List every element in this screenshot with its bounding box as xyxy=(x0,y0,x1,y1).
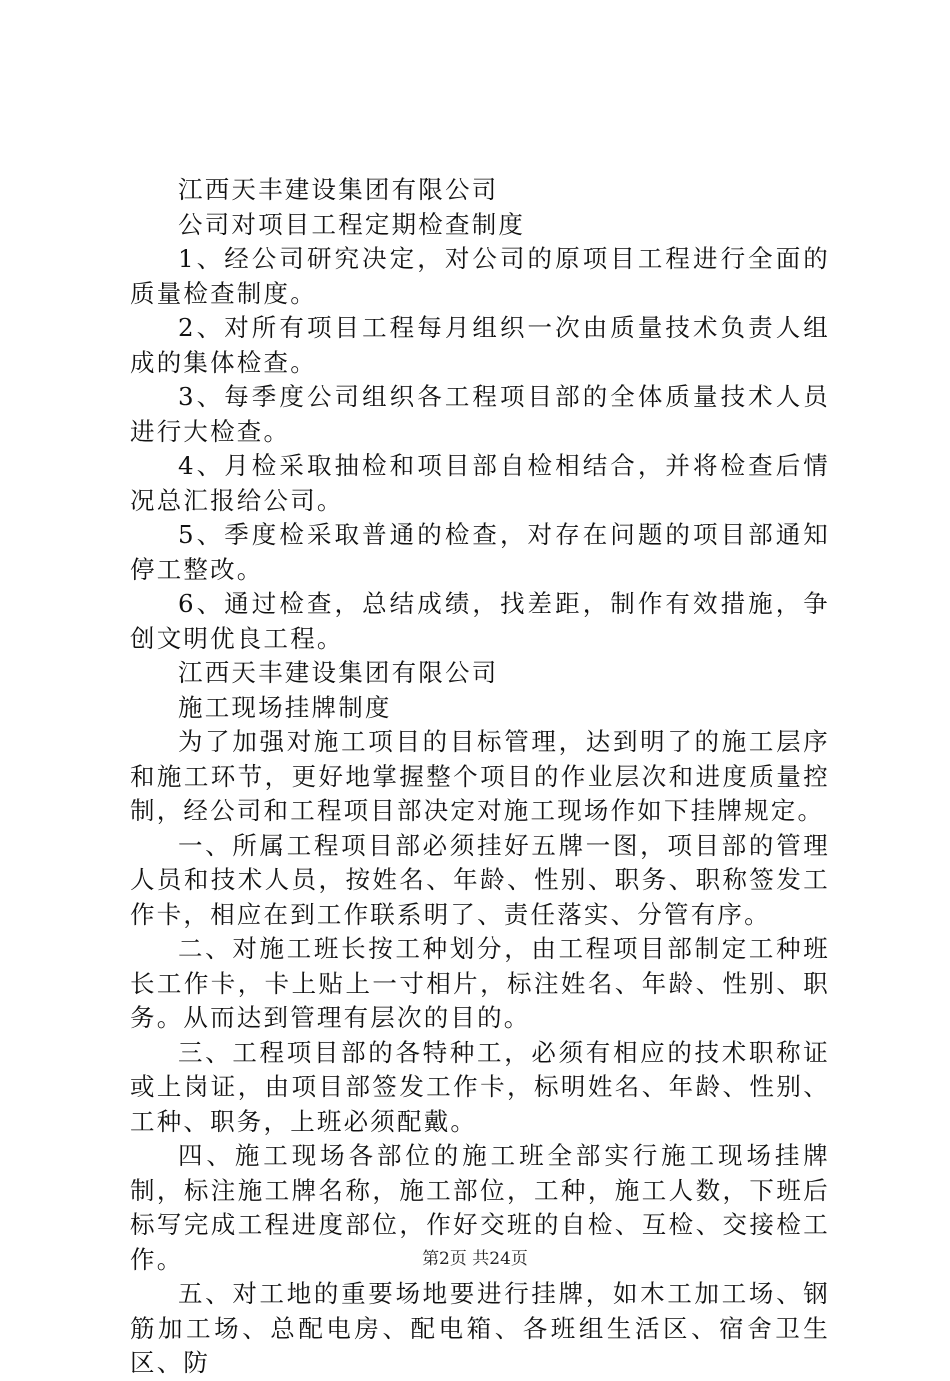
paragraph: 一、所属工程项目部必须挂好五牌一图，项目部的管理人员和技术人员，按姓名、年龄、性别、职务、职称签发工作卡，相应在到工作联系明了、责任落实、分管有序。 xyxy=(130,830,830,929)
paragraph: 四、施工现场各部位的施工班全部实行施工现场挂牌制，标注施工牌名称，施工部位，工种，施工人数，下班后标写完成工程进度部位，作好交班的自检、互检、交接检工作。 xyxy=(130,1141,830,1274)
company-name: 江西天丰建设集团有限公司 xyxy=(178,658,499,687)
section-title: 施工现场挂牌制度 xyxy=(178,692,392,722)
paragraph: 二、对施工班长按工种划分，由工程项目部制定工种班长工作卡，卡上贴上一寸相片，标注姓名、年龄、性别、职务。从而达到管理有层次的目的。 xyxy=(130,934,830,1032)
company-name: 江西天丰建设集团有限公司 xyxy=(178,175,499,204)
page-number: 第2页 共24页 xyxy=(422,1249,528,1269)
paragraph: 三、工程项目部的各特种工，必须有相应的技术职称证或上岗证，由项目部签发工作卡，标明姓名、年龄、性别、工种、职务，上班必须配戴。 xyxy=(130,1037,830,1136)
section-title: 公司对项目工程定期检查制度 xyxy=(178,209,526,239)
paragraph: 1、经公司研究决定，对公司的原项目工程进行全面的质量检查制度。 xyxy=(130,244,830,308)
document-body xyxy=(130,173,830,1381)
paragraph: 2、对所有项目工程每月组织一次由质量技术负责人组成的集体检查。 xyxy=(130,313,830,377)
paragraph: 为了加强对施工项目的目标管理，达到明了的施工层序和施工环节，更好地掌握整个项目的作业层次和进度质量控制，经公司和工程项目部决定对施工现场作如下挂牌规定。 xyxy=(130,727,830,825)
paragraph: 五、对工地的重要场地要进行挂牌，如木工加工场、钢筋加工场、总配电房、配电箱、各班组生活区、宿舍卫生区、防 xyxy=(130,1279,830,1377)
paragraph: 3、每季度公司组织各工程项目部的全体质量技术人员进行大检查。 xyxy=(130,382,830,446)
paragraph: 6、通过检查，总结成绩，找差距，制作有效措施，争创文明优良工程。 xyxy=(130,589,830,653)
paragraph: 5、季度检采取普通的检查，对存在问题的项目部通知停工整改。 xyxy=(130,520,830,584)
paragraph: 4、月检采取抽检和项目部自检相结合，并将检查后情况总汇报给公司。 xyxy=(130,451,830,515)
